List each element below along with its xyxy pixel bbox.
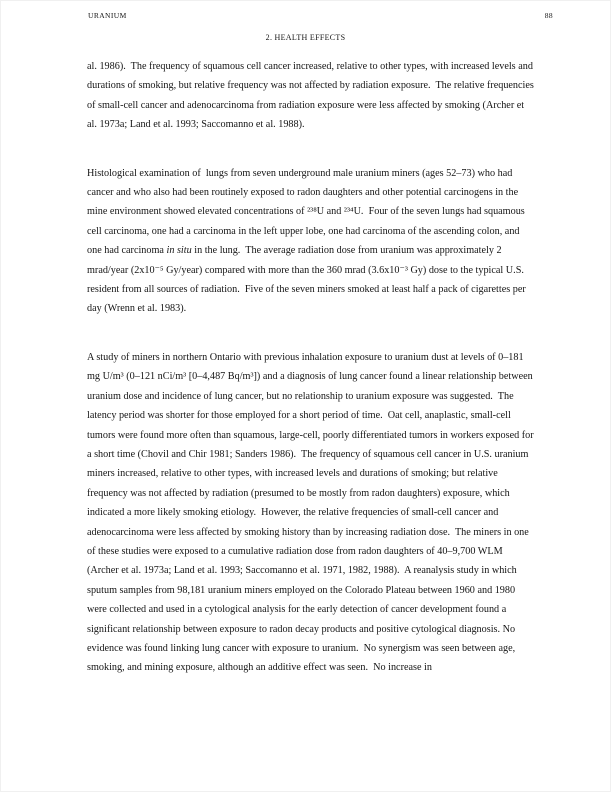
page-number: 88 [544,11,553,20]
paragraph-1 [87,57,535,135]
document-body [87,57,535,678]
running-title: URANIUM [88,11,127,20]
paragraph-2-text-b: in the lung. The average radiation dose from uranium was approximately 2 mrad/year (2x10⁻⁵ Gy/year) compared with more than the 360 mrad (3.6x10⁻³ Gy) dose to the typical U.S. resident from all sources of radiation. Five of the seven miners smoked at least half a pack of cigarettes per day (Wrenn et al. 1983). [87,245,529,315]
paragraph-2-italic-phrase: in situ [166,245,192,257]
paragraph-2 [87,164,535,319]
paragraph-1-text: al. 1986). The frequency of squamous cell cancer increased, relative to other types, with increased levels and durations of smoking, but relative frequency was not affected by radiation exposure. The relative frequencies of small-cell cancer and adenocarcinoma from radiation exposure were less affected by smoking (Archer et al. 1973a; Land et al. 1993; Saccomanno et al. 1988). [87,61,537,131]
paragraph-3 [87,348,535,678]
paragraph-3-text: A study of miners in northern Ontario with previous inhalation exposure to uranium dust at levels of 0–181 mg U/m³ (0–121 nCi/m³ [0–4,487 Bq/m³]) and a diagnosis of lung cancer found a linear relationship between uranium dose and incidence of lung cancer, but no relationship to uranium exposure was suggested. The latency period was shorter for those employed for a short period of time. Oat cell, anaplastic, small-cell tumors were found more often than squamous, large-cell, poorly differentiated tumors in workers exposed for a short time (Chovil and Chir 1981; Sanders 1986). The frequency of squamous cell cancer in U.S. uranium miners increased, relative to other types, with increased levels and durations of smoking; but relative frequency was not affected by radiation (presumed to be mostly from radon daughters) exposure, which indicated a more likely smoking etiology. However, the relative frequencies of small-cell cancer and adenocarcinoma were less affected by smoking history than by increasing radiation dose. The miners in one of these studies were exposed to a cumulative radiation dose from radon daughters of 40–9,700 WLM (Archer et al. 1973a; Land et al. 1993; Saccomanno et al. 1971, 1982, 1988). A reanalysis study in which sputum samples from 98,181 uranium miners employed on the Colorado Plateau between 1960 and 1980 were collected and used in a cytological analysis for the early detection of cancer development found a significant relationship between exposure to radon decay products and positive cytological diagnosis. No evidence was found linking lung cancer with exposure to uranium. No synergism was seen between age, smoking, and mining exposure, although an additive effect was seen. No increase in [87,351,537,674]
paragraph-2-text-a: Histological examination of lungs from seven underground male uranium miners (ages 52–73) who had cancer and who also had been routinely exposed to radon daughters and other potential carcinogens in the mine environment showed elevated concentrations of ²³⁸U and ²³⁴U. Four of the seven lungs had squamous cell carcinoma, one had a carcinoma in the left upper lobe, one had carcinoma of the ascending colon, and one had carcinoma [87,167,528,257]
page-header [88,11,553,20]
section-title: 2. HEALTH EFFECTS [265,33,346,42]
